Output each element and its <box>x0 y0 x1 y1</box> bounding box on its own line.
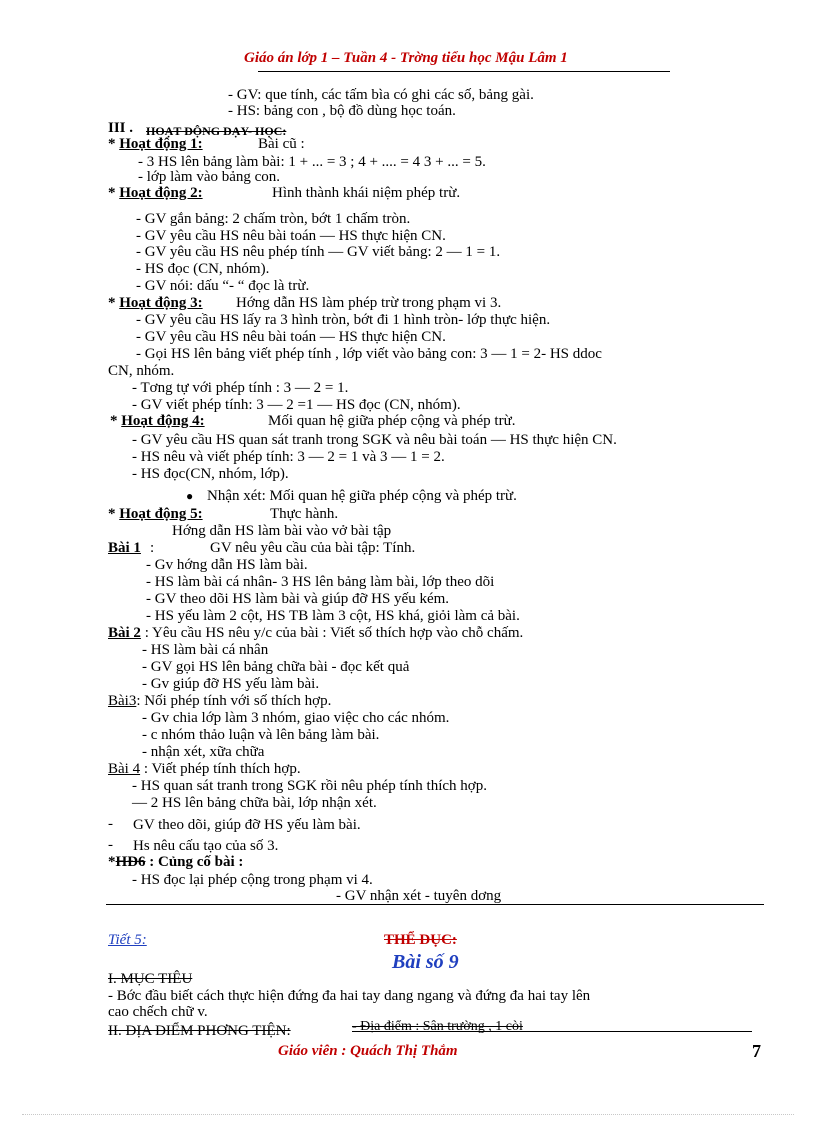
hd3-desc: Hớng dẫn HS làm phép trừ trong phạm vi 3. <box>236 295 502 311</box>
bai2-label: Bài 2 <box>108 625 141 641</box>
hd2-item: - HS đọc (CN, nhóm). <box>136 261 270 277</box>
muc-tieu-line1: - Bớc đầu biết cách thực hiện đứng đa hai tay dang ngang và đứng đa hai tay lên <box>108 988 591 1004</box>
hd4-item: - GV yêu cầu HS quan sát tranh trong SGK và nêu bài toán — HS thực hiện CN. <box>132 432 617 448</box>
page-number: 7 <box>752 1041 761 1061</box>
bai1-colon: : <box>150 540 155 556</box>
hd1-heading <box>108 137 203 152</box>
hd5-intro: Hớng dẫn HS làm bài vào vở bài tập <box>172 523 392 539</box>
bai2-item: - HS làm bài cá nhân <box>142 642 269 658</box>
hd5-heading <box>108 507 203 522</box>
bai2-desc: : Yêu cầu HS nêu y/c của bài : Viết số thích hợp vào chỗ chấm. <box>140 625 524 641</box>
bai4-desc: : Viết phép tính thích hợp. <box>140 761 301 777</box>
hd2-item: - GV yêu cầu HS nêu bài toán — HS thực hiện CN. <box>136 228 446 244</box>
bai3-label: Bài3 <box>108 693 137 709</box>
page-header-title: Giáo án lớp 1 – Tuần 4 - Trờng tiểu học Mậu Lâm 1 <box>244 50 568 66</box>
bullet-icon: ● <box>186 489 194 503</box>
dia-diem-rule <box>352 1031 752 1032</box>
hd1-line1: - 3 HS lên bảng làm bài: 1 + ... = 3 ; 4 + .... = 4 3 + ... = 5. <box>138 154 486 170</box>
hd2-item: - GV nói: dấu “- “ đọc là trừ. <box>136 278 310 294</box>
bai1-item: - HS làm bài cá nhân- 3 HS lên bảng làm bài, lớp theo dõi <box>146 574 495 590</box>
bai2-item: - Gv giúp đỡ HS yếu làm bài. <box>142 676 320 692</box>
hd5-star: * <box>108 506 120 522</box>
hd6-star: * <box>108 854 116 870</box>
muc-tieu-title: I. MỤC TIÊU <box>108 971 193 987</box>
section3-title: HOẠT ĐỘNG DẠY- HỌC: <box>146 124 287 138</box>
hd3-star: * <box>108 295 120 311</box>
bai3-item: - c nhóm thảo luận và lên bảng làm bài. <box>142 727 380 743</box>
bai4-item: — 2 HS lên bảng chữa bài, lớp nhận xét. <box>132 795 377 811</box>
bai1-desc: GV nêu yêu cầu của bài tập: Tính. <box>210 540 416 556</box>
bai4-heading <box>108 762 301 777</box>
hd2-desc: Hình thành khái niệm phép trừ. <box>272 185 461 201</box>
hd3-item: - GV yêu cầu HS lấy ra 3 hình tròn, bớt đi 1 hình tròn- lớp thực hiện. <box>136 312 551 328</box>
section-divider <box>106 904 764 905</box>
hd4-item: - HS nêu và viết phép tính: 3 — 2 = 1 và 3 — 1 = 2. <box>132 449 445 465</box>
bai4-dash-item: Hs nêu cấu tạo của số 3. <box>133 838 279 854</box>
footer-teacher: Giáo viên : Quách Thị Thắm <box>278 1043 458 1059</box>
hd3-item: - GV viết phép tính: 3 — 2 =1 — HS đọc (CN, nhóm). <box>132 397 461 413</box>
dia-diem-text: - Địa điểm : Sân trường , 1 còi <box>352 1019 523 1034</box>
page-bottom-border <box>22 1114 794 1115</box>
hd3-item: - Gọi HS lên bảng viết phép tính , lớp viết vào bảng con: 3 — 1 = 2- HS ddoc <box>136 346 602 362</box>
hd6-item: - GV nhận xét - tuyên dơng <box>336 888 502 904</box>
hd4-note: Nhận xét: Mối quan hệ giữa phép cộng và phép trừ. <box>207 488 517 504</box>
hd6-label: HĐ6 <box>115 854 146 870</box>
hd1-label: Hoạt động 1: <box>119 136 203 152</box>
hd4-star: * <box>110 413 122 429</box>
hd4-desc: Mối quan hệ giữa phép cộng và phép trừ. <box>268 413 516 429</box>
bai1-item: - HS yếu làm 2 cột, HS TB làm 3 cột, HS khá, giỏi làm cả bài. <box>146 608 520 624</box>
hd1-desc: Bài cũ : <box>258 136 305 152</box>
bai3-item: - Gv chia lớp làm 3 nhóm, giao việc cho các nhóm. <box>142 710 450 726</box>
tiet5-label: Tiết 5: <box>108 932 147 948</box>
hd5-label: Hoạt động 5: <box>119 506 203 522</box>
header-rule <box>258 71 670 72</box>
hd5-desc: Thực hành. <box>270 506 339 522</box>
hd6-desc: : Củng cố bài : <box>145 854 244 870</box>
hd1-line2: - lớp làm vào bảng con. <box>138 169 281 185</box>
hd3-item: - Tơng tự với phép tính : 3 — 2 = 1. <box>132 380 349 396</box>
bai1-label: Bài 1 <box>108 540 141 556</box>
section3-number: III . <box>108 120 134 136</box>
hd4-heading <box>110 414 205 429</box>
bai4-label: Bài 4 <box>108 761 141 777</box>
hd3-item: CN, nhóm. <box>108 363 175 379</box>
hd3-heading <box>108 296 203 311</box>
hd1-star: * <box>108 136 120 152</box>
hd2-star: * <box>108 185 120 201</box>
hd2-item: - GV yêu cầu HS nêu phép tính — GV viết bảng: 2 — 1 = 1. <box>136 244 501 260</box>
tiet5-subject: THỂ DỤC: <box>384 932 457 948</box>
hd6-heading <box>108 855 243 870</box>
dash-marker: - <box>108 816 113 832</box>
bai1-item: - GV theo dõi HS làm bài và giúp đỡ HS yếu kém. <box>146 591 450 607</box>
bai2-item: - GV gọi HS lên bảng chữa bài - đọc kết quả <box>142 659 410 675</box>
bai3-desc: : Nối phép tính với số thích hợp. <box>136 693 332 709</box>
hd4-label: Hoạt động 4: <box>121 413 205 429</box>
hd2-label: Hoạt động 2: <box>119 185 203 201</box>
bai1-item: - Gv hớng dẫn HS làm bài. <box>146 557 308 573</box>
bai4-item: - HS quan sát tranh trong SGK rồi nêu phép tính thích hợp. <box>132 778 487 794</box>
bai4-dash-item: GV theo dõi, giúp đỡ HS yếu làm bài. <box>133 817 361 833</box>
hd3-item: - GV yêu cầu HS nêu bài toán — HS thực hiện CN. <box>136 329 446 345</box>
muc-tieu-line2: cao chếch chữ v. <box>108 1004 208 1020</box>
hd2-heading <box>108 186 203 201</box>
bai2-heading <box>108 626 523 641</box>
tiet5-lesson: Bài số 9 <box>392 951 459 973</box>
hd4-item: - HS đọc(CN, nhóm, lớp). <box>132 466 289 482</box>
bai3-item: - nhận xét, xữa chữa <box>142 744 265 760</box>
dash-marker: - <box>108 837 113 853</box>
bai3-heading <box>108 694 331 709</box>
materials-hs: - HS: bảng con , bộ đồ dùng học toán. <box>228 103 456 119</box>
hd3-label: Hoạt động 3: <box>119 295 203 311</box>
hd6-item: - HS đọc lại phép cộng trong phạm vi 4. <box>132 872 373 888</box>
dia-diem-title: II. ĐỊA ĐIỂM PHƠNG TIỆN: <box>108 1023 291 1039</box>
hd2-item: - GV gắn bảng: 2 chấm tròn, bớt 1 chấm tròn. <box>136 211 411 227</box>
materials-gv: - GV: que tính, các tấm bìa có ghi các số, bảng gài. <box>228 87 534 103</box>
